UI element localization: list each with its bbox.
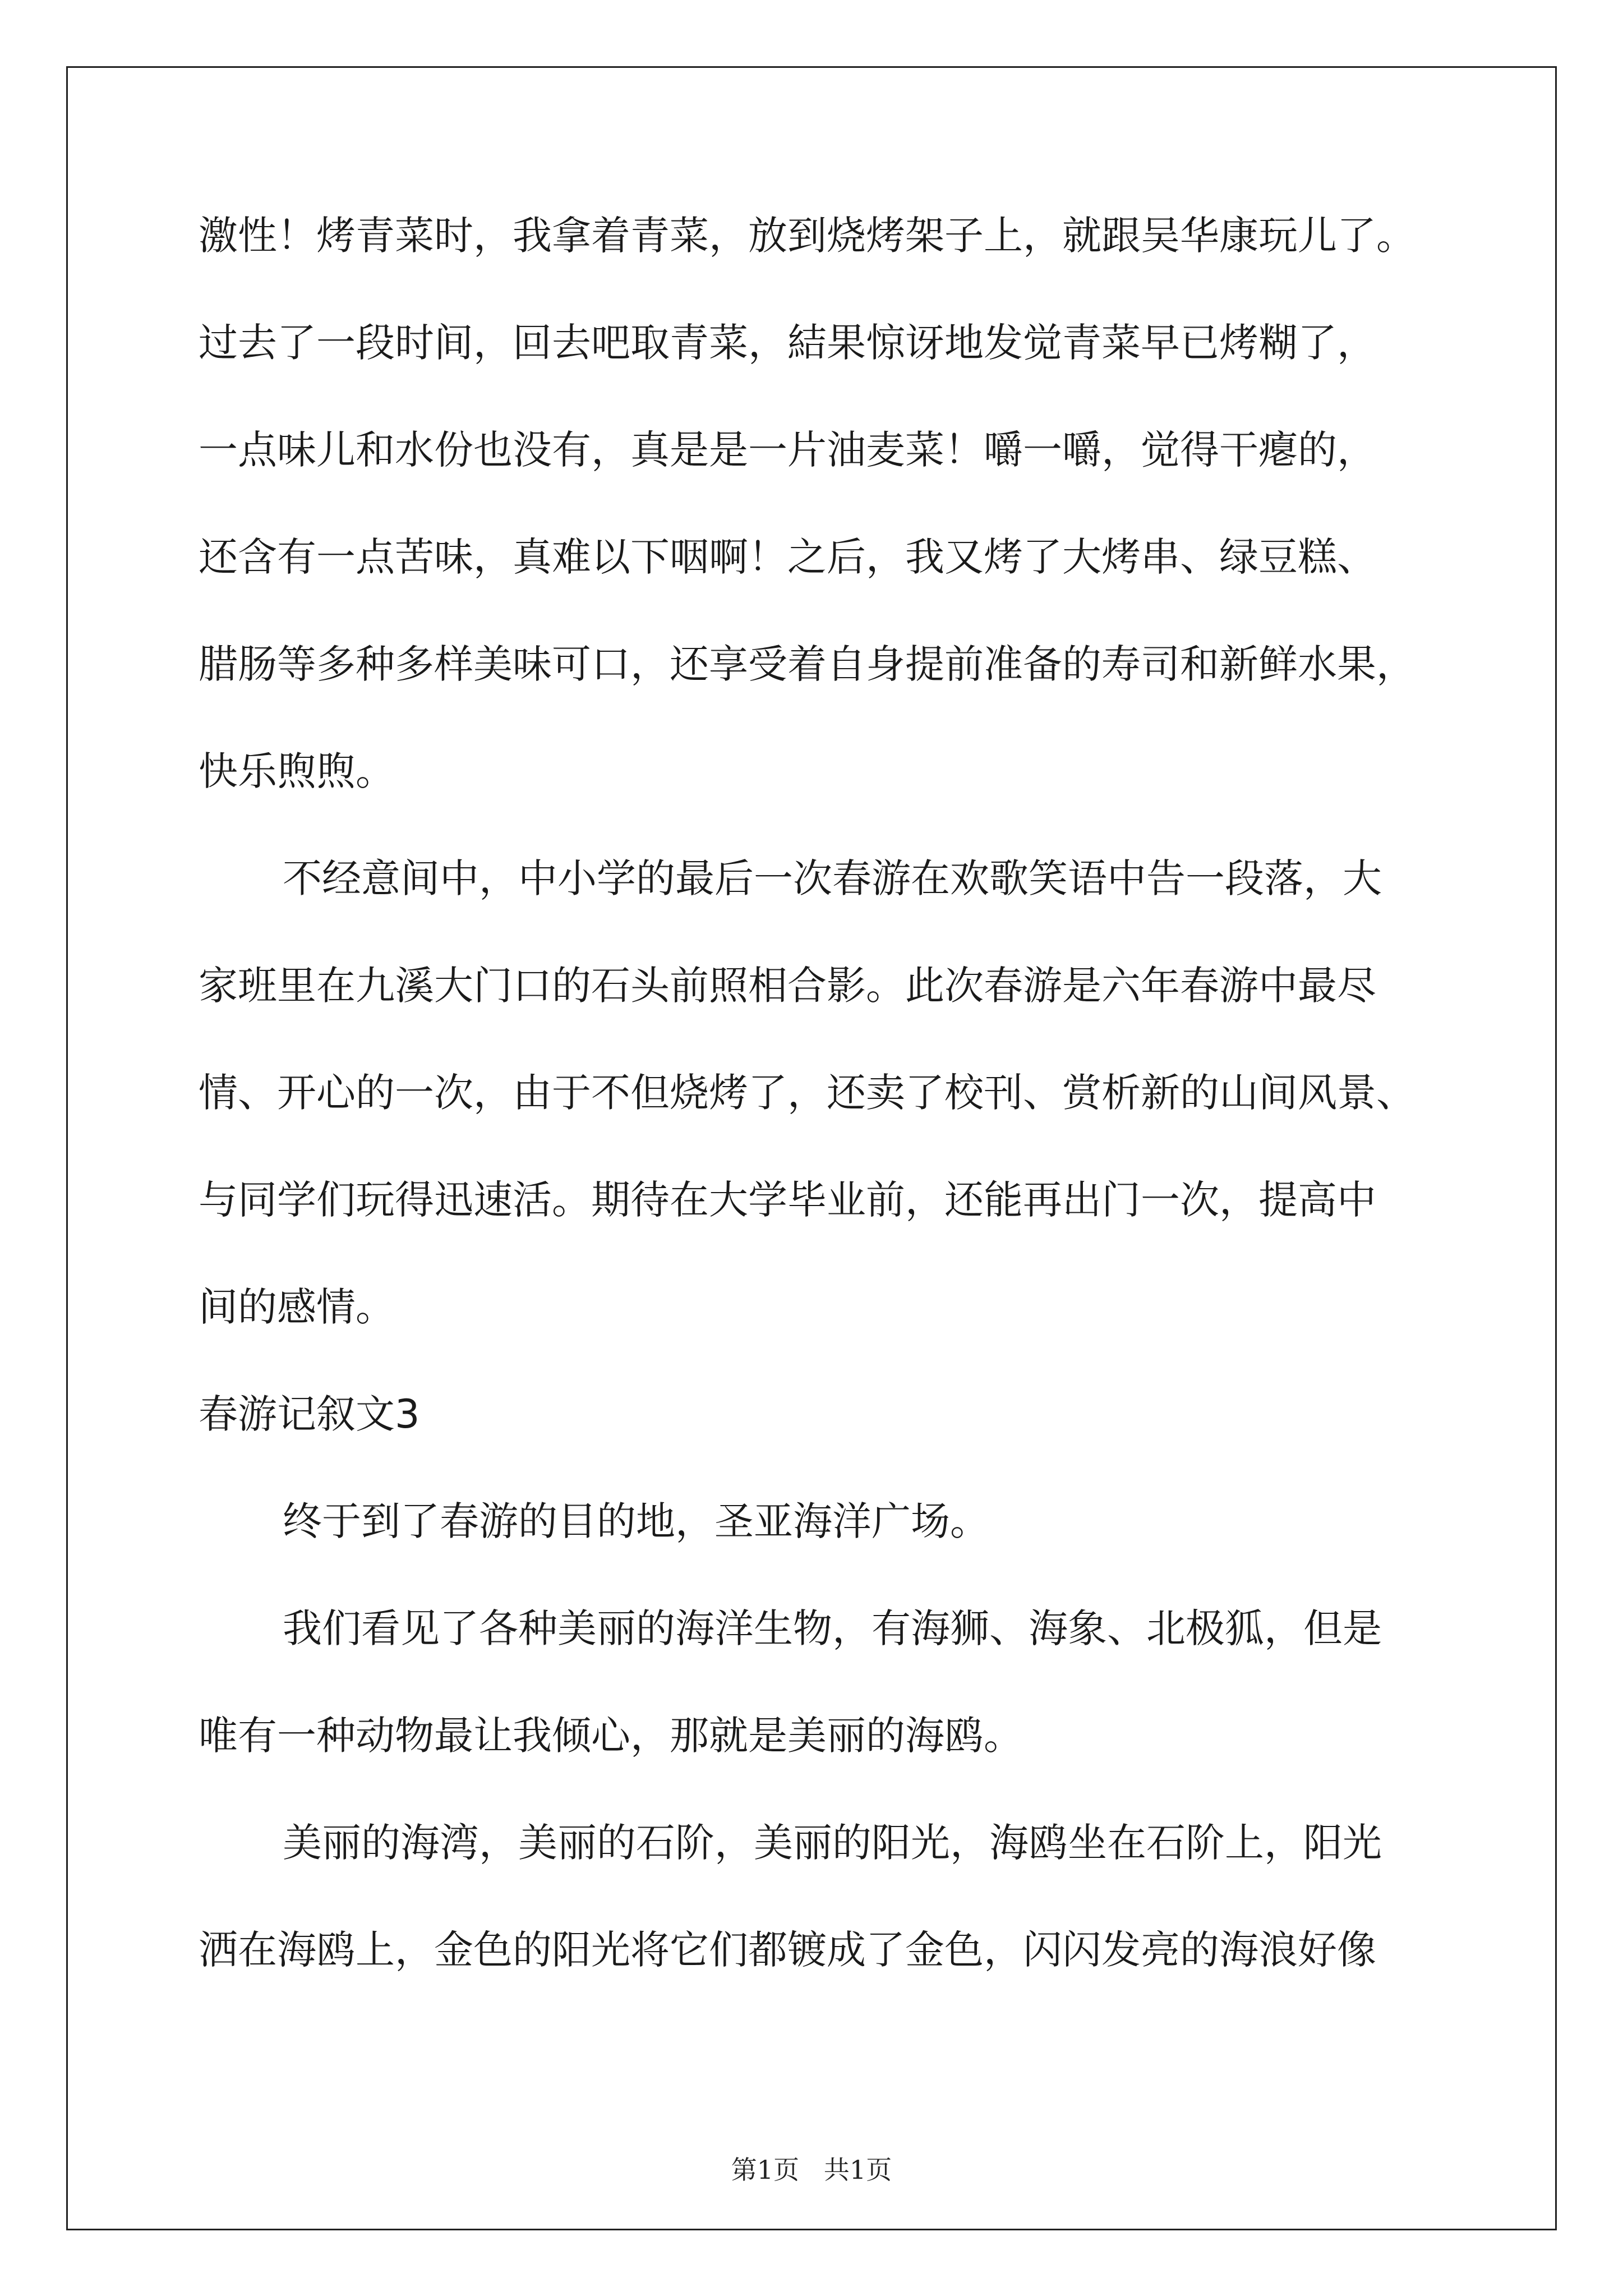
text-line-16: 美丽的海湾，美丽的石阶，美丽的阳光，海鸥坐在石阶上，阳光 — [283, 1820, 1382, 1866]
text-line-4: 还含有一点苦味，真难以下咽啊！之后，我又烤了大烤串、绿豆糕、 — [199, 534, 1376, 580]
text-line-5: 腊肠等多种多样美味可口，还享受着自身提前准备的寿司和新鲜水果， — [199, 641, 1415, 687]
text-line-14: 我们看见了各种美丽的海洋生物，有海狮、海象、北极狐，但是 — [283, 1605, 1382, 1651]
text-line-9: 情、开心的一次，由于不但烧烤了，还卖了校刊、赏析新的山间风景、 — [199, 1070, 1415, 1116]
section-heading: 春游记叙文3 — [199, 1391, 420, 1437]
text-line-6: 快乐煦煦。 — [199, 748, 395, 794]
text-line-10: 与同学们玩得迅速活。期待在大学毕业前，还能再出门一次，提高中 — [199, 1177, 1376, 1223]
text-line-1: 激性！烤青菜时，我拿着青菜，放到烧烤架子上，就跟吴华康玩儿了。 — [199, 213, 1415, 259]
text-line-8: 家班里在九溪大门口的石头前照相合影。此次春游是六年春游中最尽 — [199, 963, 1376, 1009]
document-body — [199, 213, 1432, 2037]
text-line-2: 过去了一段时间，回去吧取青菜，結果惊讶地发觉青菜早已烤糊了， — [199, 320, 1376, 366]
text-line-11: 间的感情。 — [199, 1284, 395, 1330]
text-line-17: 洒在海鸥上，金色的阳光将它们都镀成了金色，闪闪发亮的海浪好像 — [199, 1927, 1376, 1973]
text-line-13: 终于到了春游的目的地，圣亚海洋广场。 — [283, 1498, 989, 1544]
text-line-15: 唯有一种动物最让我倾心，那就是美丽的海鸥。 — [199, 1713, 1023, 1759]
text-line-3: 一点味儿和水份也没有，真是是一片油麦菜！嚼一嚼，觉得干瘪的， — [199, 427, 1376, 473]
page-footer: 第1页 共1页 — [731, 2155, 892, 2185]
text-line-7: 不经意间中，中小学的最后一次春游在欢歌笑语中告一段落，大 — [283, 855, 1382, 901]
